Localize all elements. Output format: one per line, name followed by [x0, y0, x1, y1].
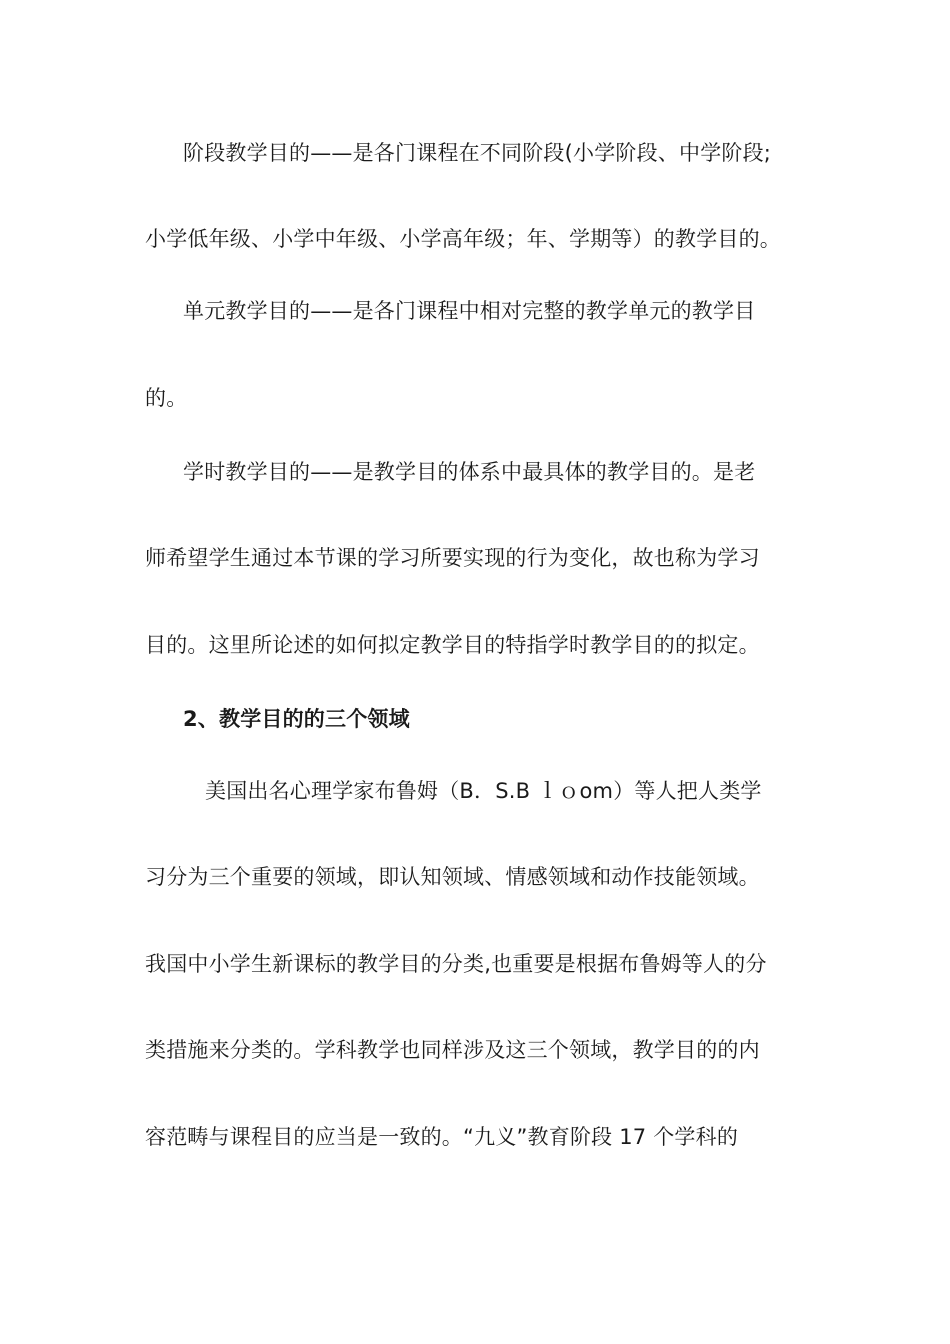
paragraph-unit-objective-line-1: 单元教学目的——是各门课程中相对完整的教学单元的教学目 — [183, 299, 756, 323]
paragraph-lesson-objective-line-1: 学时教学目的——是教学目的体系中最具体的教学目的。是老 — [183, 460, 756, 484]
paragraph-domains-line-1: 美国出名心理学家布鲁姆（B．S.B ｌｏom）等人把人类学 — [205, 779, 762, 803]
paragraph-domains-line-4: 类措施来分类的。学科教学也同样涉及这三个领域，教学目的的内 — [145, 1038, 760, 1062]
section-heading: 2、教学目的的三个领域 — [183, 707, 410, 731]
paragraph-unit-objective-line-2: 的。 — [145, 386, 188, 410]
paragraph-lesson-objective-line-3: 目的。这里所论述的如何拟定教学目的特指学时教学目的的拟定。 — [145, 633, 760, 657]
paragraph-stage-objective-line-2: 小学低年级、小学中年级、小学高年级；年、学期等）的教学目的。 — [145, 227, 781, 251]
paragraph-lesson-objective-line-2: 师希望学生通过本节课的学习所要实现的行为变化，故也称为学习 — [145, 546, 760, 570]
paragraph-domains-line-5: 容范畴与课程目的应当是一致的。“九义”教育阶段 17 个学科的 — [145, 1125, 739, 1149]
paragraph-stage-objective-line-1: 阶段教学目的——是各门课程在不同阶段(小学阶段、中学阶段; — [183, 141, 772, 165]
paragraph-domains-line-3: 我国中小学生新课标的教学目的分类,也重要是根据布鲁姆等人的分 — [145, 952, 767, 976]
paragraph-domains-line-2: 习分为三个重要的领域，即认知领域、情感领域和动作技能领域。 — [145, 865, 760, 889]
